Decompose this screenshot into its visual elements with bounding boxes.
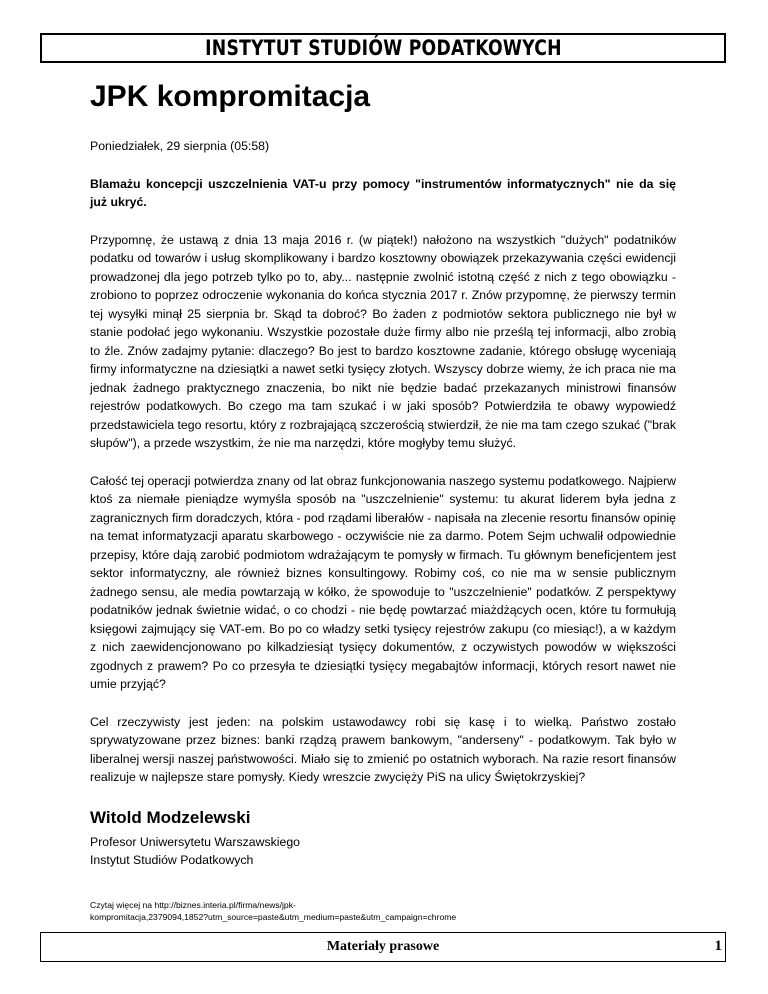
article-date: Poniedziałek, 29 sierpnia (05:58) <box>90 139 270 153</box>
paragraph-2: Całość tej operacji potwierdza znany od lat obraz funkcjonowania naszego systemu podatkowego. Najpierw ktoś za niemałe pieniądze wymyśla sposób na "uszczelnienie" systemu: tu akurat liderem była jedna z zagranicznych firm doradczych, która - pod rządami liberałów - napisała na zlecenie resortu finansów opinię na temat informatyzacji aparatu skarbowego - oczywiście nie za darmo. Potem Sejm uchwalił odpowiednie przepisy, które dają zarobić podmiotom wdrażającym te pomysły w firmach. Tu głównym beneficjentem jest sektor informatyczny, ale również biznes konsultingowy. Robimy coś, co nie ma w sensie publicznym żadnego sensu, ale media powtarzają w kółko, że spowoduje to "uszczelnienie" podatków. Z perspektywy podatników jednak świetnie widać, o co chodzi - nie będę powtarzać miażdżących ocen, które tu formułują księgowi zajmujący się VAT-em. Bo po co władzy setki tysięcy rejestrów zakupu (co miesiąc!), a w każdym z nich zaewidencjonowano po kilkadziesiąt tysięcy dokumentów, z oczywistych powodów w większości zgodnych z prawem? Po co przesyła te dziesiątki tysięcy megabajtów informacji, których resort nawet nie umie przyjąć? <box>90 473 676 691</box>
author-title: Profesor Uniwersytetu Warszawskiego <box>90 834 301 849</box>
author-institution: Instytut Studiów Podatkowych <box>90 853 254 867</box>
footer <box>40 932 726 962</box>
article-lead: Blamażu koncepcji uszczelnienia VAT-u przy pomocy "instrumentów informatycznych" nie da się już ukryć. <box>90 176 676 209</box>
article-body <box>90 137 676 923</box>
header-title: INSTYTUT STUDIÓW PODATKOWYCH <box>204 36 562 60</box>
article-title: JPK kompromitacja <box>90 80 371 113</box>
paragraph-3: Cel rzeczywisty jest jeden: na polskim ustawodawcy robi się kasę i to wielką. Państwo zostało sprywatyzowane przez biznes: banki rządzą prawem bankowym, "anderseny" - podatkowym. Tak było w liberalnej wersji naszej państwowości. Miało się to zmienić po ostatnich wyborach. Na razie resort finansów realizuje w najlepsze stare pomysły. Kiedy wreszcie zwycięży PiS na ulicy Świętokrzyskiej? <box>90 714 676 784</box>
source-line-2: kompromitacja,2379094,1852?utm_source=paste&utm_medium=paste&utm_campaign=chrome <box>90 911 457 922</box>
author-name: Witold Modzelewski <box>90 807 251 827</box>
header-banner <box>40 33 726 63</box>
page-number: 1 <box>714 938 722 954</box>
footer-label: Materiały prasowe <box>326 939 440 954</box>
source-line-1: Czytaj więcej na http://biznes.interia.pl/firma/news/jpk- <box>90 899 296 910</box>
paragraph-1: Przypomnę, że ustawą z dnia 13 maja 2016 r. (w piątek!) nałożono na wszystkich "dużych" podatników podatku od towarów i usług skomplikowany i bardzo kosztowny obowiązek przekazywania części ewidencji prowadzonej dla jego potrzeb tylko po to, aby... następnie zwolnić istotną część z nich z tego obowiązku - zrobiono to poprzez odroczenie wykonania do końca stycznia 2017 r. Znów przypomnę, że pierwszy termin tej wysyłki minął 25 sierpnia br. Skąd ta dobroć? Bo żaden z podmiotów sektora publicznego nie był w stanie podołać jego wykonaniu. Wszystkie pozostałe duże firmy albo nie prześlą tej informacji, albo zrobią to źle. Znów zadajmy pytanie: dlaczego? Bo jest to bardzo kosztowne zadanie, którego obsługę wyceniają firmy informatyczne na dziesiątki a nawet setki tysięcy złotych. Wszyscy dobrze wiemy, że ich praca nie ma jednak żadnego praktycznego znaczenia, bo nikt nie będzie badać przekazanych ministrowi finansów rejestrów podatkowych. Bo czego ma tam szukać i w jaki sposób? Potwierdziła te obawy wypowiedź przedstawiciela tego resortu, który z rozbrajającą szczerością stwierdził, że nie ma tam czego szukać ("brak słupów"), a przede wszystkim, że nie ma narzędzi, które mogłyby temu służyć. <box>90 232 676 450</box>
source-note <box>90 899 676 923</box>
